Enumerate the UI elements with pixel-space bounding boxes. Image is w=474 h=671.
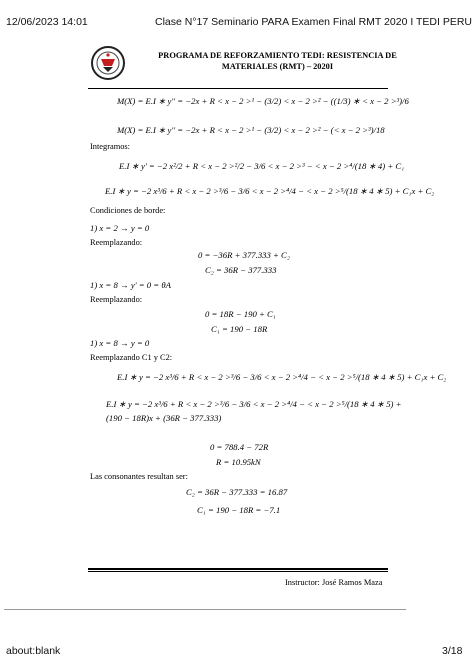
print-page-number: 3/18 bbox=[442, 645, 463, 657]
replacing-label-1: Reemplazando: bbox=[90, 238, 143, 247]
tedi-logo-icon bbox=[90, 44, 126, 82]
condition-2-equation-1: 0 = 18R − 190 + C₁ bbox=[205, 309, 276, 319]
condition-3: 1) x = 8 → y = 0 bbox=[90, 338, 150, 348]
print-datetime: 12/06/2023 14:01 bbox=[6, 16, 88, 28]
condition-2: 1) x = 8 → y' = 0 = θA bbox=[90, 280, 171, 290]
result-equation-1: 0 = 788.4 − 72R bbox=[210, 442, 269, 452]
final-c1: C₁ = 190 − 18R = −7.1 bbox=[197, 505, 281, 515]
print-url: about:blank bbox=[6, 645, 61, 657]
footer-rule-thin bbox=[88, 571, 388, 572]
condition-1-equation-2: C₂ = 36R − 377.333 bbox=[205, 265, 277, 275]
result-equation-2: R = 10.95kN bbox=[216, 457, 261, 467]
integramos-label: Integramos: bbox=[90, 142, 131, 151]
program-title bbox=[140, 50, 415, 72]
substituted-equation-2: E.I ∗ y = −2 x³/6 + R < x − 2 >³/6 − 3/6 < x − 2 >⁴/4 − < x − 2 >⁵/(18 ∗ 4 ∗ 5) + (190 − 18R)x + (36R − 377.333) bbox=[106, 399, 402, 423]
condition-2-equation-2: C₁ = 190 − 18R bbox=[211, 324, 268, 334]
condition-1: 1) x = 2 → y = 0 bbox=[90, 223, 150, 233]
constants-label: Las consonantes resultan ser: bbox=[90, 472, 188, 481]
print-title: Clase N°17 Seminario PARA Examen Final RMT 2020 I TEDI PERU bbox=[155, 16, 472, 28]
replacing-label-2: Reemplazando: bbox=[90, 295, 143, 304]
program-title-line1: PROGRAMA DE REFORZAMIENTO TEDI: RESISTENCIA DE bbox=[158, 51, 397, 60]
boundary-conditions-label: Condiciones de borde: bbox=[90, 206, 166, 215]
final-c2: C₂ = 36R − 377.333 = 16.87 bbox=[186, 487, 288, 497]
moment-equation-2: M(X) = E.I ∗ y'' = −2x + R < x − 2 >¹ − (3/2) < x − 2 >² − (< x − 2 >³)/18 bbox=[117, 125, 385, 135]
slope-equation: E.I ∗ y' = −2 x²/2 + R < x − 2 >²/2 − 3/6 < x − 2 >³ − < x − 2 >⁴/(18 ∗ 4) + C₁ bbox=[119, 161, 405, 171]
footer-rule-thick bbox=[88, 568, 388, 570]
program-title-line2: MATERIALES (RMT) – 2020I bbox=[221, 62, 334, 71]
document-header bbox=[90, 44, 415, 84]
page-bottom-separator bbox=[4, 609, 406, 610]
substituted-equation-1: E.I ∗ y = −2 x³/6 + R < x − 2 >³/6 − 3/6 < x − 2 >⁴/4 − < x − 2 >⁵/(18 ∗ 4 ∗ 5) + C₁x + C₂ bbox=[117, 372, 447, 382]
instructor-name: Instructor: José Ramos Maza bbox=[285, 578, 383, 587]
moment-equation-1: M(X) = E.I ∗ y'' = −2x + R < x − 2 >¹ − (3/2) < x − 2 >² − ((1/3) ∗ < x − 2 >³)/6 bbox=[117, 96, 409, 106]
replacing-c1-c2-label: Reemplazando C1 y C2: bbox=[90, 353, 173, 362]
condition-1-equation-1: 0 = −36R + 377.333 + C₂ bbox=[198, 250, 290, 260]
deflection-equation: E.I ∗ y = −2 x³/6 + R < x − 2 >³/6 − 3/6 < x − 2 >⁴/4 − < x − 2 >⁵/(18 ∗ 4 ∗ 5) + C₁x + C₂ bbox=[105, 186, 435, 196]
header-rule bbox=[88, 88, 388, 89]
